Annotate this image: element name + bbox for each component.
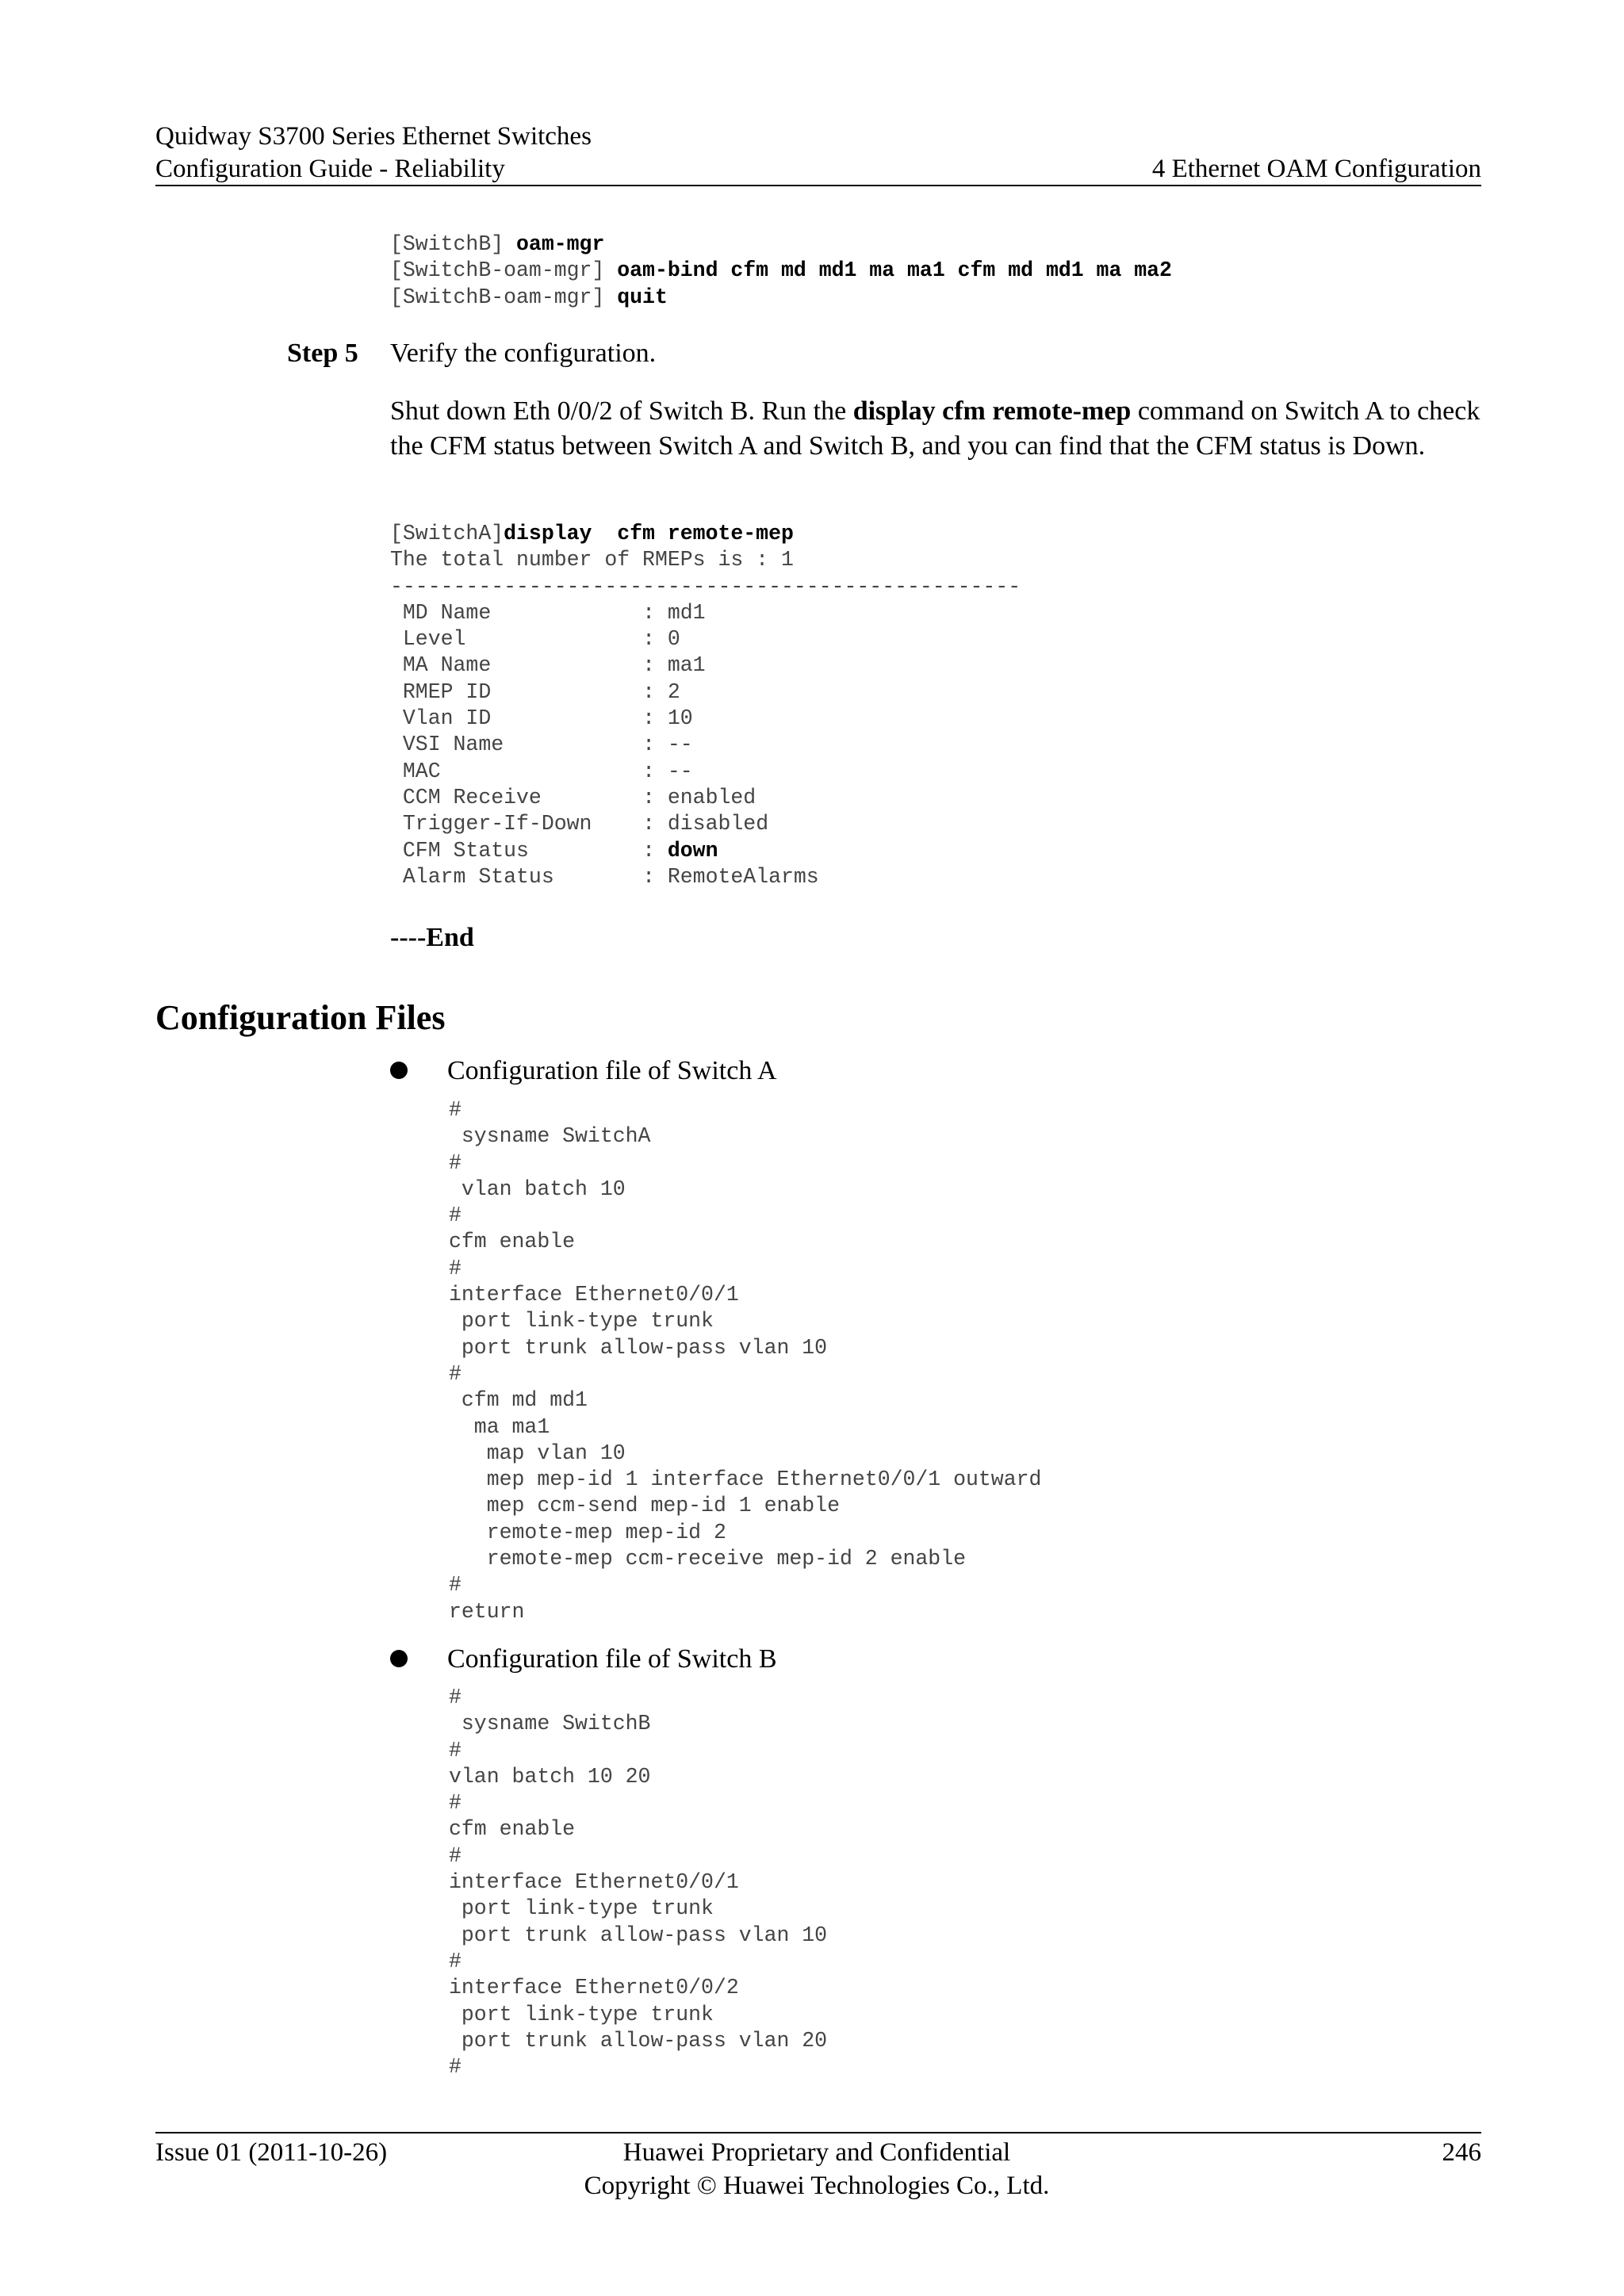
config-line: #	[449, 1573, 462, 1598]
field-name: MA Name	[390, 653, 643, 678]
field-separator: :	[642, 733, 668, 757]
footer-legal	[476, 2136, 1158, 2202]
output-field-row	[390, 600, 1021, 626]
header-chapter-title: 4 Ethernet OAM Configuration	[1151, 155, 1481, 183]
field-name: RMEP ID	[390, 679, 643, 704]
field-value: 0	[667, 627, 680, 652]
output-field-row	[390, 652, 1021, 679]
field-value: 10	[667, 706, 693, 731]
config-line: return	[449, 1599, 525, 1624]
header-product-title: Quidway S3700 Series Ethernet Switches	[155, 122, 592, 151]
field-name: Trigger-If-Down	[390, 812, 643, 836]
config-file-switch-b	[449, 1685, 827, 2080]
step-label: Step 5	[287, 339, 358, 368]
end-marker: ----End	[390, 923, 474, 952]
cli-command: oam-mgr	[516, 232, 605, 256]
config-line: port trunk allow-pass vlan 20	[449, 2028, 828, 2053]
output-field-row	[390, 732, 1021, 758]
code-line	[390, 258, 1172, 284]
bullet-item	[390, 1642, 777, 1677]
step-title: Verify the configuration.	[390, 339, 657, 368]
field-separator: :	[642, 706, 668, 731]
cli-command: quit	[617, 285, 668, 309]
field-separator: :	[642, 838, 668, 863]
field-name: Alarm Status	[390, 864, 643, 889]
config-line: sysname SwitchA	[449, 1124, 651, 1149]
config-line: vlan batch 10 20	[449, 1764, 651, 1789]
field-separator: :	[642, 785, 668, 809]
field-value: ma1	[667, 653, 706, 678]
para-text-before: Shut down Eth 0/0/2 of Switch B. Run the	[390, 396, 853, 426]
output-field-row	[390, 626, 1021, 652]
field-name: VSI Name	[390, 733, 643, 757]
config-line: remote-mep mep-id 2	[449, 1520, 726, 1544]
footer-confidential: Huawei Proprietary and Confidential	[622, 2138, 1011, 2167]
switchb-oam-commands	[390, 232, 1172, 311]
header-divider	[155, 185, 1481, 186]
footer-page-number: 246	[1442, 2138, 1481, 2167]
field-separator: :	[642, 759, 668, 783]
field-name: MD Name	[390, 600, 643, 625]
output-field-row	[390, 706, 1021, 732]
config-line: #	[449, 1256, 462, 1280]
output-field-row	[390, 785, 1021, 811]
field-value: down	[667, 838, 718, 863]
cli-prompt: [SwitchB]	[390, 232, 517, 256]
bullet-text: Configuration file of Switch B	[447, 1644, 777, 1674]
bullet-icon	[390, 1650, 408, 1667]
config-line: #	[449, 1949, 462, 1973]
config-line: cfm enable	[449, 1817, 576, 1842]
cli-command: display cfm remote-mep	[504, 522, 794, 545]
field-name: CFM Status	[390, 838, 643, 863]
config-line: remote-mep ccm-receive mep-id 2 enable	[449, 1547, 967, 1571]
config-line: map vlan 10	[449, 1441, 626, 1465]
code-line	[390, 521, 1021, 547]
output-field-row	[390, 679, 1021, 706]
config-line: cfm md md1	[449, 1388, 588, 1413]
config-line: mep mep-id 1 interface Ethernet0/0/1 outward	[449, 1468, 1042, 1492]
config-line: #	[449, 2055, 462, 2080]
cli-command: oam-bind cfm md md1 ma ma1 cfm md md1 ma ma2	[617, 258, 1172, 283]
field-separator: :	[642, 812, 668, 836]
config-line: interface Ethernet0/0/2	[449, 1976, 739, 2000]
field-separator: :	[642, 653, 668, 678]
para-command: display cfm remote-mep	[852, 396, 1132, 426]
field-value: md1	[667, 600, 706, 625]
output-field-row	[390, 838, 1021, 864]
cli-prompt: [SwitchA]	[390, 522, 504, 545]
output-field-row	[390, 759, 1021, 785]
config-line: #	[449, 1361, 462, 1386]
field-name: Vlan ID	[390, 706, 643, 731]
field-name: Level	[390, 627, 643, 652]
bullet-item	[390, 1054, 777, 1089]
field-value: 2	[667, 679, 680, 704]
field-name: MAC	[390, 759, 643, 783]
field-separator: :	[642, 864, 668, 889]
config-line: port trunk allow-pass vlan 10	[449, 1923, 828, 1947]
config-line: port trunk allow-pass vlan 10	[449, 1335, 828, 1360]
header-guide-title: Configuration Guide - Reliability	[155, 155, 505, 183]
config-line: #	[449, 1098, 462, 1122]
config-line: sysname SwitchB	[449, 1712, 651, 1736]
config-line: interface Ethernet0/0/1	[449, 1870, 739, 1895]
config-line: #	[449, 1686, 462, 1709]
config-line: ma ma1	[449, 1414, 550, 1439]
output-fields	[390, 600, 1021, 890]
config-line: #	[449, 1150, 462, 1175]
field-separator: :	[642, 679, 668, 704]
config-line: port link-type trunk	[449, 2002, 714, 2026]
code-line	[390, 285, 1172, 311]
config-line: port link-type trunk	[449, 1896, 714, 1921]
field-separator: :	[642, 627, 668, 652]
config-line: #	[449, 1203, 462, 1228]
field-value: --	[667, 759, 693, 783]
output-field-row	[390, 864, 1021, 890]
footer-issue: Issue 01 (2011-10-26)	[155, 2138, 388, 2167]
field-value: enabled	[667, 785, 756, 809]
field-value: disabled	[667, 812, 769, 836]
code-line	[390, 232, 1172, 258]
bullet-icon	[390, 1062, 408, 1079]
config-line: port link-type trunk	[449, 1309, 714, 1334]
footer-divider	[155, 2132, 1481, 2133]
section-heading: Configuration Files	[155, 998, 446, 1037]
footer-copyright: Copyright © Huawei Technologies Co., Ltd.	[584, 2172, 1050, 2200]
output-field-row	[390, 811, 1021, 837]
config-file-switch-a	[449, 1097, 1041, 1625]
config-line: cfm enable	[449, 1230, 576, 1254]
cli-prompt: [SwitchB-oam-mgr]	[390, 285, 618, 309]
field-value: RemoteAlarms	[667, 864, 819, 889]
config-line: mep ccm-send mep-id 1 enable	[449, 1494, 840, 1518]
bullet-text: Configuration file of Switch A	[447, 1056, 777, 1085]
field-separator: :	[642, 600, 668, 625]
config-line: interface Ethernet0/0/1	[449, 1283, 739, 1307]
display-cfm-output	[390, 521, 1021, 890]
field-name: CCM Receive	[390, 785, 643, 809]
config-line: #	[449, 1738, 462, 1762]
code-separator: --------------------------------------------------	[390, 574, 1021, 599]
field-value: --	[667, 733, 693, 757]
config-line: #	[449, 1791, 462, 1816]
code-line: The total number of RMEPs is : 1	[390, 548, 794, 572]
config-line: vlan batch 10	[449, 1177, 626, 1201]
config-line: #	[449, 1843, 462, 1868]
para-text-after: command on Switch A to check the CFM status between Switch A and Switch B, and you can find that the CFM status is Down.	[390, 396, 1480, 461]
cli-prompt: [SwitchB-oam-mgr]	[390, 258, 618, 283]
step-description	[390, 394, 1483, 464]
